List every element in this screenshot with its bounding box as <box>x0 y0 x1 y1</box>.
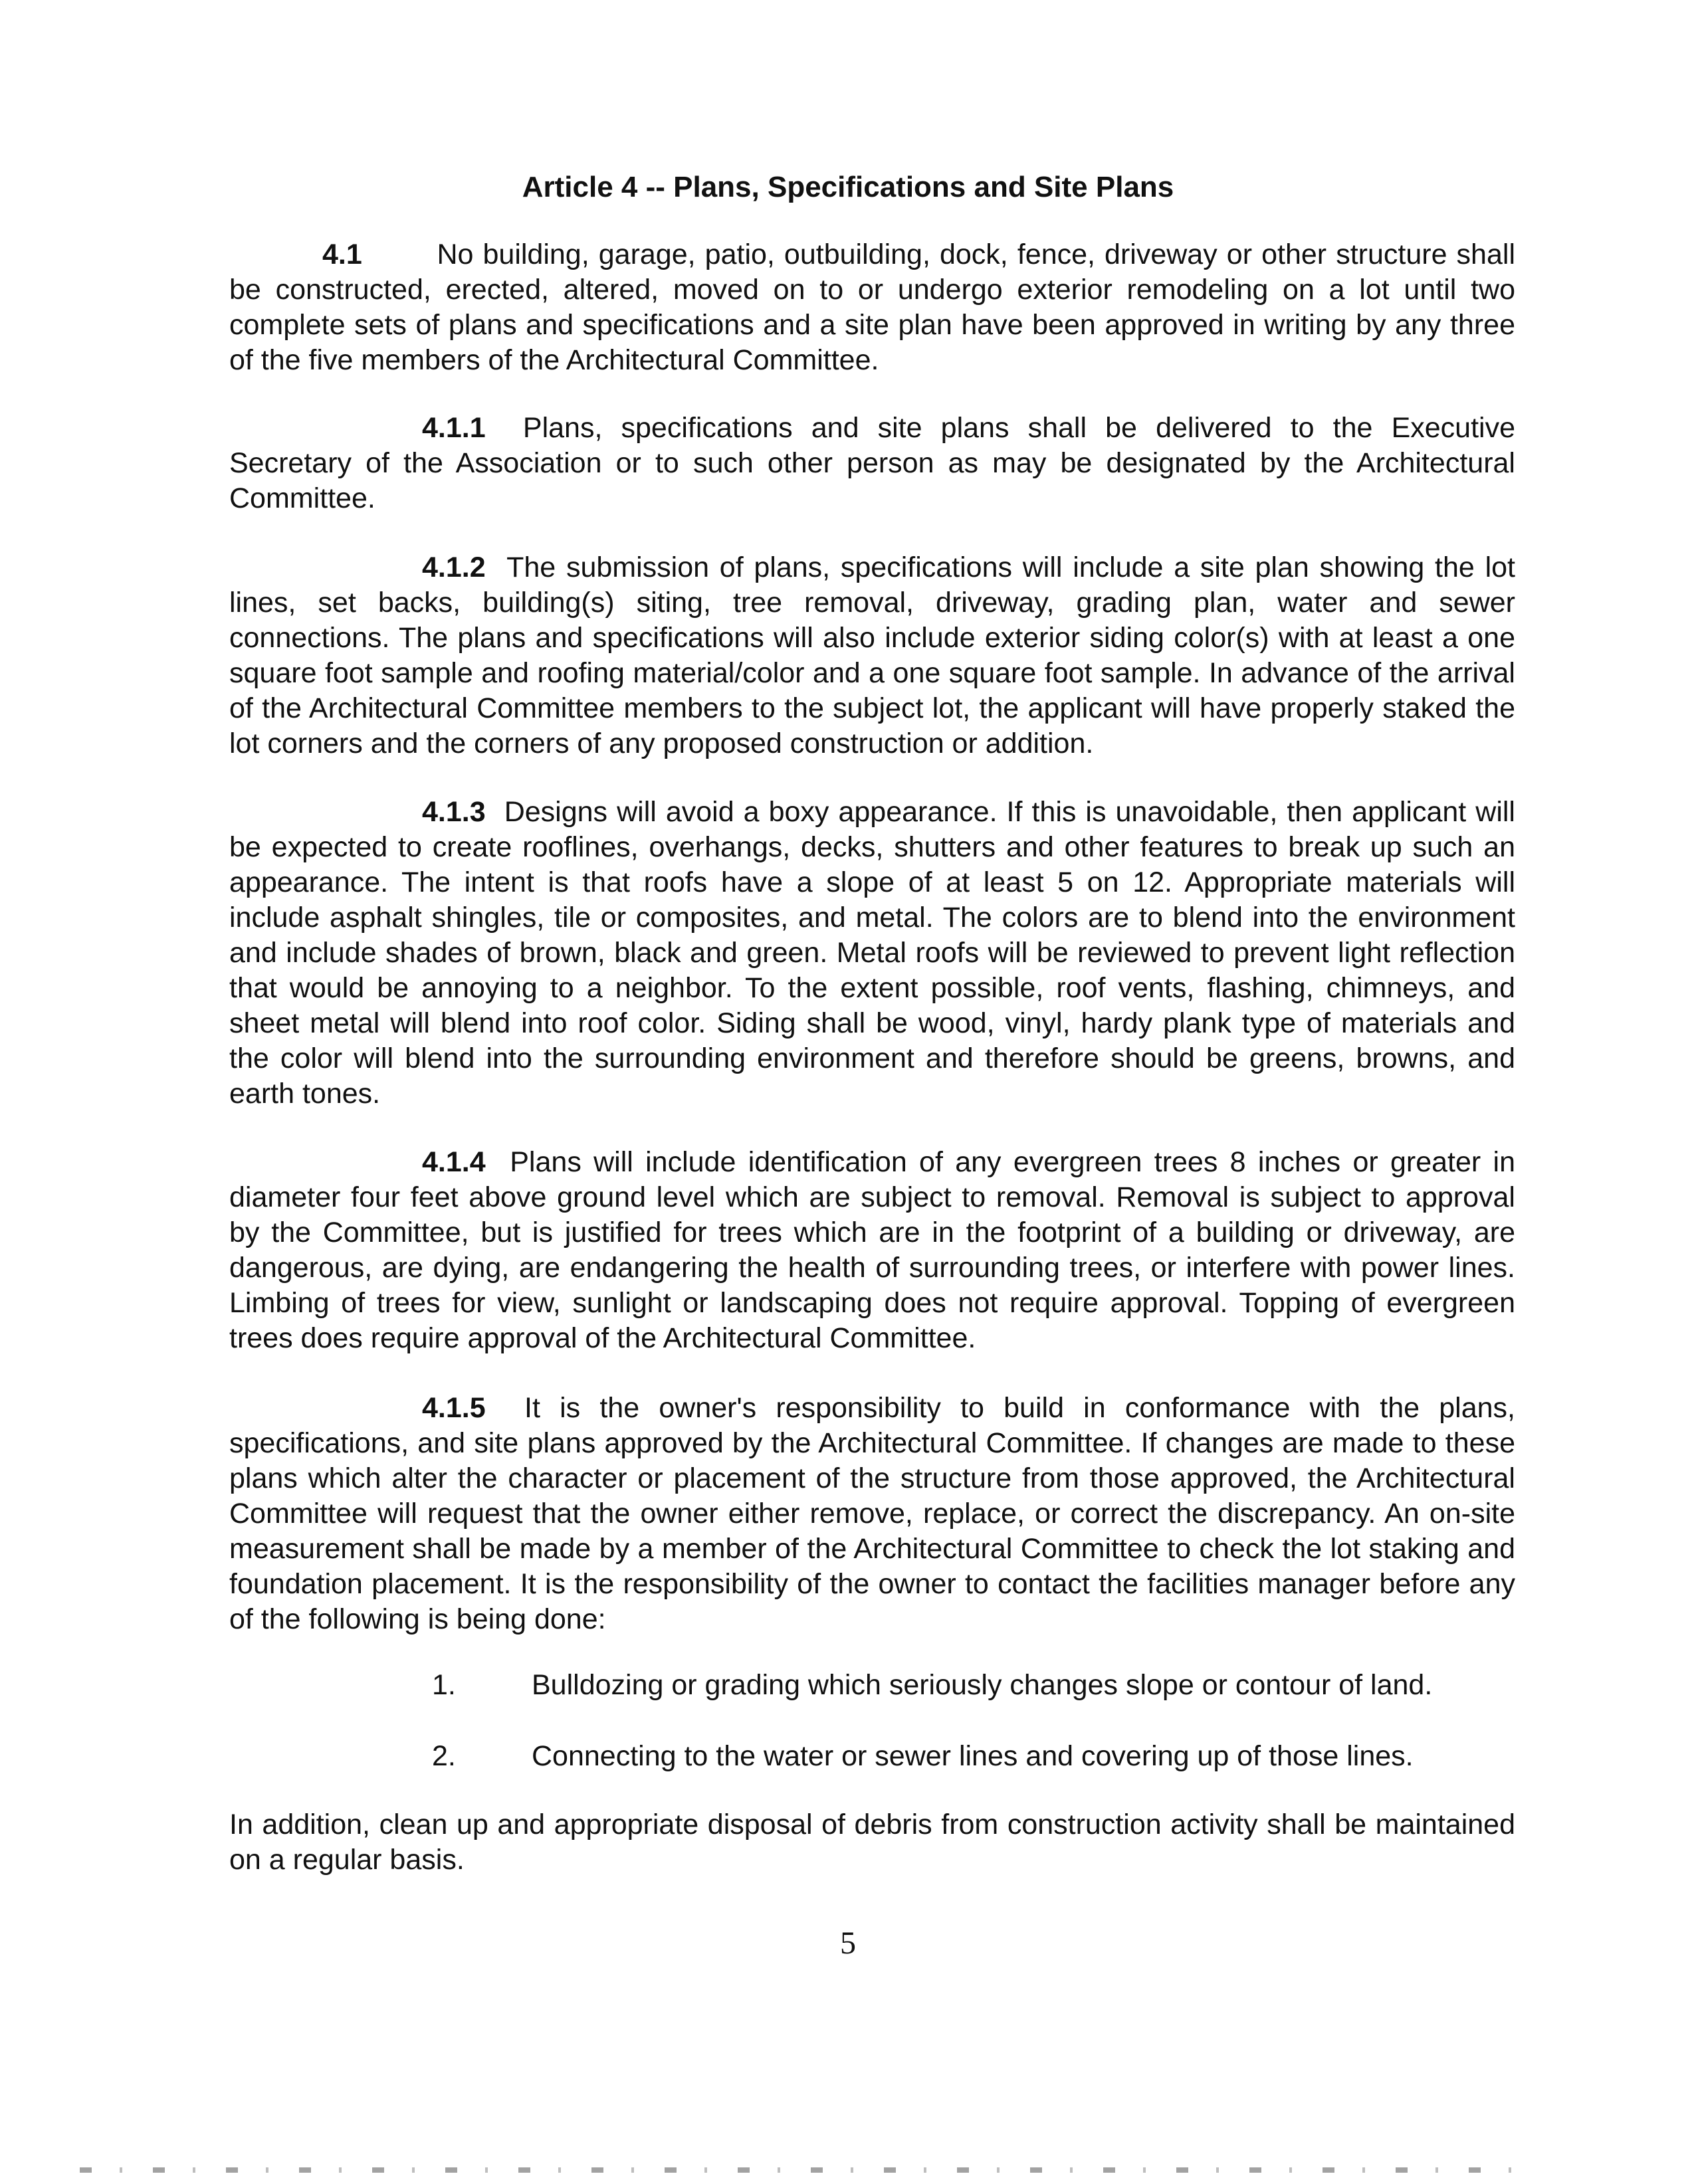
section-number: 4.1.5 <box>422 1392 486 1424</box>
section-text: It is the owner's responsibility to build in conformance with the plans, specifications, and site plans approved by the Architectural Committee. If changes are made to these plans which alter the character or placement of the structure from those approved, the Architectural Committee will request that the owner either remove, replace, or correct the discrepancy. An on-site measurement shall be made by a member of the Architectural Committee to check the lot staking and foundation placement. It is the responsibility of the owner to contact the facilities manager before any of the following is being done: <box>229 1392 1515 1635</box>
list-item <box>432 1668 1432 1703</box>
closing-paragraph: In addition, clean up and appropriate disposal of debris from construction activity shall be maintained on a regular basis. <box>229 1809 1515 1876</box>
section-4-1-2 <box>229 550 1515 761</box>
list-item <box>432 1739 1414 1774</box>
section-spacer <box>486 796 504 828</box>
section-text: Plans will include identification of any evergreen trees 8 inches or greater in diameter four feet above ground level which are subject to removal. Removal is subject to approval by the Committee, but is justified for trees which are in the footprint of a building or driveway, are dangerous, are dying, are endangering the health of surrounding trees, or interfere with power lines. Limbing of trees for view, sunlight or landscaping does not require approval. Topping of evergreen trees does require approval of the Architectural Committee. <box>229 1146 1515 1354</box>
section-4-1-3 <box>229 795 1515 1112</box>
section-spacer <box>362 239 437 270</box>
section-number: 4.1.4 <box>422 1146 486 1178</box>
section-4-1-5 <box>229 1391 1515 1637</box>
section-spacer <box>486 412 523 444</box>
scan-artifact-line <box>80 2167 1529 2173</box>
list-item-number: 1. <box>432 1669 456 1701</box>
section-number: 4.1 <box>322 239 362 270</box>
list-item-number: 2. <box>432 1740 456 1772</box>
article-title: Article 4 -- Plans, Specifications and Site Plans <box>522 171 1174 203</box>
section-text: The submission of plans, specifications will include a site plan showing the lot lines, set backs, building(s) siting, tree removal, driveway, grading plan, water and sewer connections. The plans and specifications will also include exterior siding color(s) with at least a one square foot sample and roofing material/color and a one square foot sample. In advance of the arrival of the Architectural Committee members to the subject lot, the applicant will have properly staked the lot corners and the corners of any proposed construction or addition. <box>229 551 1515 759</box>
section-number: 4.1.2 <box>422 551 486 583</box>
list-item-text: Bulldozing or grading which seriously changes slope or contour of land. <box>532 1669 1433 1701</box>
list-item-text: Connecting to the water or sewer lines and covering up of those lines. <box>532 1740 1414 1772</box>
section-4-1-4 <box>229 1145 1515 1356</box>
section-spacer <box>486 551 506 583</box>
section-number: 4.1.3 <box>422 796 486 828</box>
section-4-1-1 <box>229 411 1515 516</box>
section-spacer <box>486 1146 510 1178</box>
section-text: No building, garage, patio, outbuilding, dock, fence, driveway or other structure shall be constructed, erected, altered, moved on to or undergo exterior remodeling on a lot until two complete sets of plans and specifications and a site plan have been approved in writing by any three of the five members of the Architectural Committee. <box>229 239 1515 376</box>
section-4-1 <box>229 237 1515 378</box>
section-number: 4.1.1 <box>422 412 486 444</box>
section-text: Designs will avoid a boxy appearance. If this is unavoidable, then applicant will be expected to create rooflines, overhangs, decks, shutters and other features to break up such an appearance. The intent is that roofs have a slope of at least 5 on 12. Appropriate materials will include asphalt shingles, tile or composites, and metal. The colors are to blend into the environment and include shades of brown, black and green. Metal roofs will be reviewed to prevent light reflection that would be annoying to a neighbor. To the extent possible, roof vents, flashing, chimneys, and sheet metal will blend into roof color. Siding shall be wood, vinyl, hardy plank type of materials and the color will blend into the surrounding environment and therefore should be greens, browns, and earth tones. <box>229 796 1515 1110</box>
section-text: Plans, specifications and site plans shall be delivered to the Executive Secretary of the Association or to such other person as may be designated by the Architectural Committee. <box>229 412 1515 514</box>
section-spacer <box>486 1392 524 1424</box>
page-number: 5 <box>840 1926 856 1961</box>
